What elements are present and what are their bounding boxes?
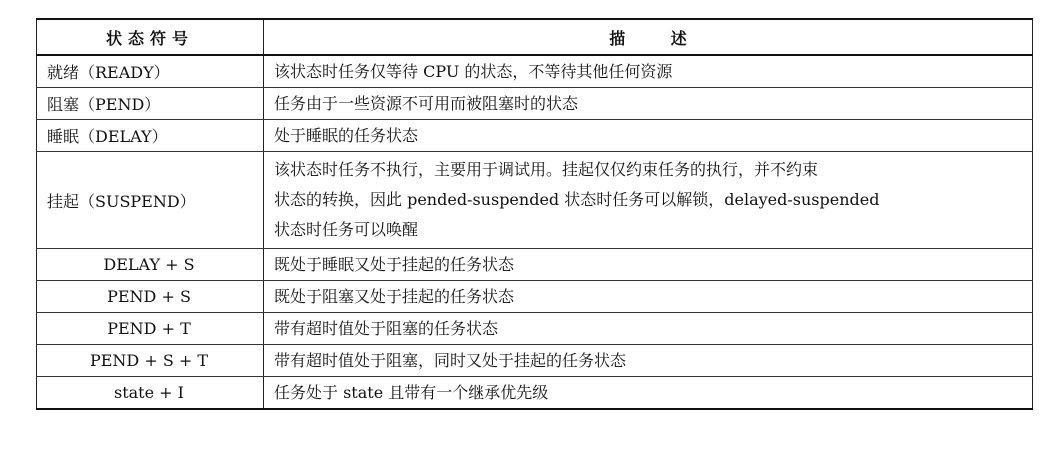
description-line: 该状态时任务不执行，主要用于调试用。挂起仅仅约束任务的执行，并不约束 [274,160,819,179]
state-symbol-cell: 就绪（READY） [37,55,264,88]
header-description: 描 述 [264,19,1033,55]
state-symbol-cell: 睡眠（DELAY） [37,120,264,152]
table-row [37,377,1033,410]
table-row [37,281,1033,313]
state-symbol-cell: PEND + T [37,313,264,345]
state-description-cell: 任务由于一些资源不可用而被阻塞时的状态 [264,88,1033,120]
table-row [37,88,1033,120]
table-row [37,313,1033,345]
table-row [37,152,1033,249]
state-symbol-cell: PEND + S + T [37,345,264,377]
table-row [37,120,1033,152]
state-description-cell: 处于睡眠的任务状态 [264,120,1033,152]
description-line: 状态的转换，因此 pended-suspended 状态时任务可以解锁，delayed-suspended [274,190,880,209]
state-symbol-cell: DELAY + S [37,249,264,281]
state-symbol-cell: 挂起（SUSPEND） [37,152,264,249]
state-symbol-cell: 阻塞（PEND） [37,88,264,120]
state-description-cell: 既处于阻塞又处于挂起的任务状态 [264,281,1033,313]
table-row [37,345,1033,377]
state-description-cell: 任务处于 state 且带有一个继承优先级 [264,377,1033,410]
state-description-cell: 带有超时值处于阻塞的任务状态 [264,313,1033,345]
state-description-cell: 带有超时值处于阻塞，同时又处于挂起的任务状态 [264,345,1033,377]
state-symbol-cell: state + I [37,377,264,410]
state-description-cell: 既处于睡眠又处于挂起的任务状态 [264,249,1033,281]
table-header-row [37,19,1033,55]
state-symbol-cell: PEND + S [37,281,264,313]
table-row [37,55,1033,88]
description-line: 状态时任务可以唤醒 [274,220,419,239]
state-description-cell [264,152,1033,249]
table-row [37,249,1033,281]
header-state-symbol: 状态符号 [37,19,264,55]
state-description-cell: 该状态时任务仅等待 CPU 的状态，不等待其他任何资源 [264,55,1033,88]
task-state-table [36,18,1033,410]
